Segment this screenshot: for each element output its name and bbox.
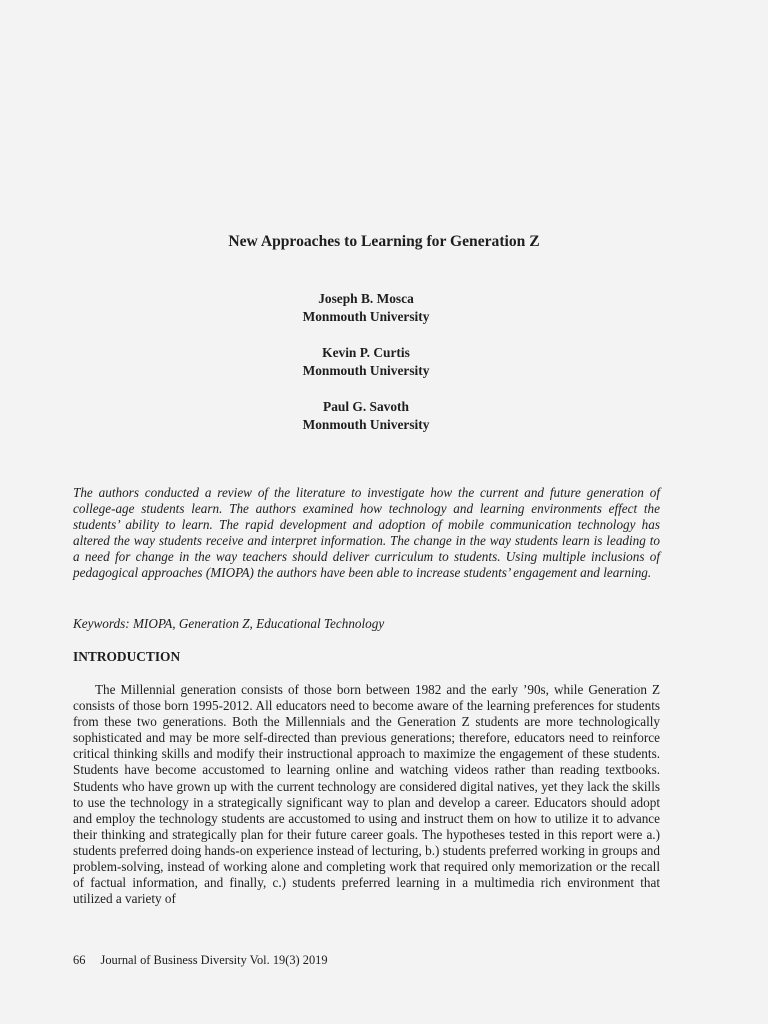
section-heading-introduction: INTRODUCTION bbox=[73, 649, 181, 664]
page-footer bbox=[73, 953, 328, 968]
journal-citation: Journal of Business Diversity Vol. 19(3) 2019 bbox=[100, 953, 328, 967]
author-affiliation: Monmouth University bbox=[302, 417, 430, 432]
author-block-2 bbox=[0, 344, 732, 380]
keywords: Keywords: MIOPA, Generation Z, Educational Technology bbox=[73, 616, 385, 631]
author-name: Kevin P. Curtis bbox=[322, 345, 410, 360]
author-affiliation: Monmouth University bbox=[302, 309, 430, 324]
paper-title: New Approaches to Learning for Generation Z bbox=[228, 233, 540, 250]
author-affiliation: Monmouth University bbox=[302, 363, 430, 378]
intro-paragraph: The Millennial generation consists of those born between 1982 and the early ’90s, while Generation Z consists of those born 1995-2012. All educators need to become aware of the learning preferences for students from these two generations. Both the Millennials and the Generation Z students are more technologically sophisticated and may be more self-directed than previous generations; therefore, educators need to reinforce critical thinking skills and modify their instructional approach to maximize the engagement of these students. Students have become accustomed to learning online and watching videos rather than reading textbooks. Students who have grown up with the current technology are considered digital natives, yet they lack the skills to use the technology in a strategically significant way to plan and develop a career. Educators should adopt and employ the technology students are accustomed to using and instruct them on how to utilize it to advance their thinking and strategically plan for their future career goals. The hypotheses tested in this report were a.) students preferred doing hands-on experience instead of lecturing, b.) students preferred working in groups and problem-solving, instead of working alone and completing work that required only memorization or the recall of factual information, and finally, c.) students preferred learning in a multimedia rich environment that utilized a variety of bbox=[73, 682, 660, 907]
author-name: Joseph B. Mosca bbox=[318, 291, 414, 306]
page-number: 66 bbox=[73, 953, 86, 967]
abstract: The authors conducted a review of the literature to investigate how the current and future generation of college-age students learn. The authors examined how technology and learning environments effect the students’ ability to learn. The rapid development and adoption of mobile communication technology has altered the way students receive and interpret information. The change in the way students learn is leading to a need for change in the way teachers should deliver curriculum to students. Using multiple inclusions of pedagogical approaches (MIOPA) the authors have been able to increase students’ engagement and learning. bbox=[73, 485, 660, 581]
author-block-1 bbox=[0, 290, 732, 326]
author-name: Paul G. Savoth bbox=[323, 399, 409, 414]
author-block-3 bbox=[0, 398, 732, 434]
